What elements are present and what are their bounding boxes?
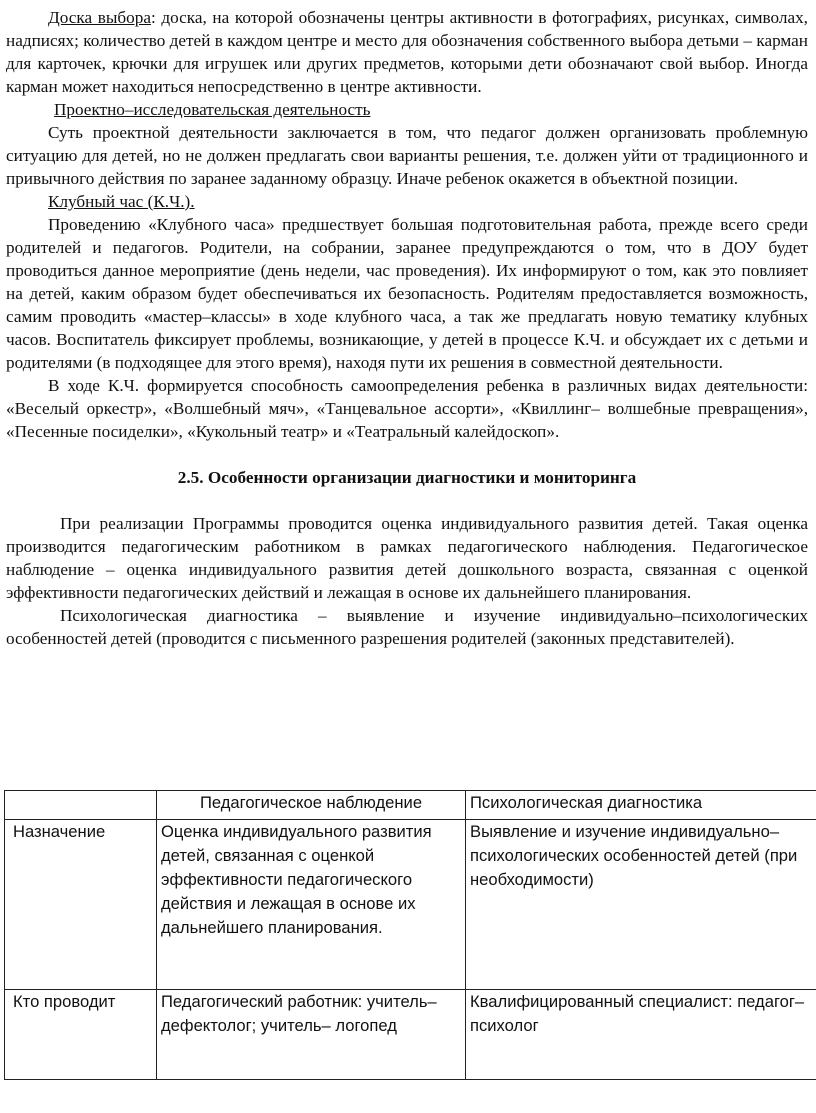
project-heading [6, 98, 808, 121]
table-cell: Педагогический работник: учитель– дефектолог; учитель– логопед [157, 990, 466, 1080]
table-header-row [5, 791, 816, 820]
club-heading [6, 190, 808, 213]
diagnostics-paragraph-2: Психологическая диагностика – выявление и изучение индивидуально–психологических особенностей детей (проводится с письменного разрешения родителей (законных представителей). [6, 606, 808, 648]
table-header-cell [5, 791, 157, 820]
table-cell: Выявление и изучение индивидуально–психологических особенностей детей (при необходимости) [466, 820, 816, 990]
table-row-label: Назначение [5, 820, 157, 990]
diagnostics-paragraph-1: При реализации Программы проводится оценка индивидуального развития детей. Такая оценка производится педагогическим работником в рамках педагогического наблюдения. Педагогическое наблюдение – оценка индивидуального развития детей дошкольного возраста, связанная с оценкой эффективности педагогических действий и лежащая в основе их дальнейшего планирования. [6, 514, 808, 602]
table-header-cell: Психологическая диагностика [466, 791, 816, 820]
club-paragraph-1: Проведению «Клубного часа» предшествует большая подготовительная работа, прежде всего среди родителей и педагогов. Родители, на собрании, заранее предупреждаются о том, что в ДОУ будет проводиться данное мероприятие (день недели, час проведения). Их информируют о том, как это повлияет на детей, каким образом будет обеспечиваться их безопасность. Родителям предоставляется возможность, самим проводить «мастер–классы» в ходе клубного часа, а так же предлагать новую тематику клубных часов. Воспитатель фиксирует проблемы, возникающие, у детей в процессе К.Ч. и обсуждает их с детьми и родителями (в подходящее для этого время), находя пути их решения в совместной деятельности. [6, 215, 808, 372]
document-body [6, 6, 808, 650]
spacer [6, 489, 808, 512]
table-row-label: Кто проводит [5, 990, 157, 1080]
table-cell: Квалифицированный специалист: педагог–психолог [466, 990, 816, 1080]
table-cell: Оценка индивидуального развития детей, связанная с оценкой эффективности педагогического действия и лежащая в основе их дальнейшего планирования. [157, 820, 466, 990]
club-paragraph-2: В ходе К.Ч. формируется способность самоопределения ребенка в различных видах деятельности: «Веселый оркестр», «Волшебный мяч», «Танцевальное ассорти», «Квиллинг– волшебные превращения», «Песенные посиделки», «Кукольный театр» и «Театральный калейдоскоп». [6, 376, 808, 441]
choice-board-paragraph [6, 6, 808, 98]
table-row [5, 820, 816, 990]
table-header-cell: Педагогическое наблюдение [157, 791, 466, 820]
spacer [6, 443, 808, 466]
diagnostics-table [4, 790, 816, 1080]
project-paragraph: Суть проектной деятельности заключается в том, что педагог должен организовать проблемную ситуацию для детей, но не должен предлагать свои варианты решения, т.е. должен уйти от традиционного и привычного действия по заранее заданному образцу. Иначе ребенок окажется в объектной позиции. [6, 123, 808, 188]
project-heading-text: Проектно–исследовательская деятельность [54, 100, 371, 119]
club-heading-text: Клубный час (К.Ч.). [48, 192, 195, 211]
section-title: 2.5. Особенности организации диагностики и мониторинга [177, 468, 637, 487]
choice-board-text: : доска, на которой обозначены центры активности в фотографиях, рисунках, символах, надписях; количество детей в каждом центре и место для обозначения собственного выбора детьми – карман для карточек, крючки для игрушек или других предметов, которыми дети обозначают свой выбор. Иногда карман может находиться непосредственно в центре активности. [6, 8, 808, 96]
choice-board-term: Доска выбора [48, 8, 151, 27]
table-row [5, 990, 816, 1080]
